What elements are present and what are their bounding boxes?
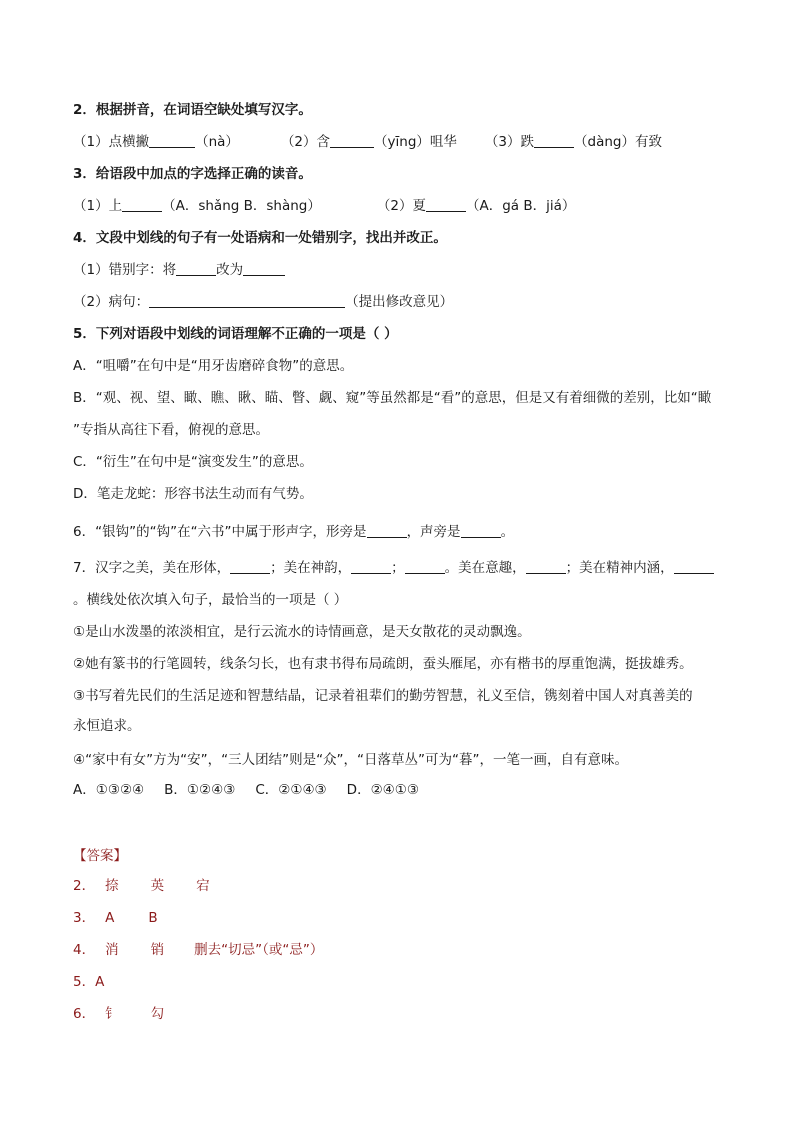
q6-text-a: 6．“银钩”的“钩”在“六书”中属于形声字，形旁是 [73,524,367,540]
q3-blank1[interactable] [122,197,162,212]
q6-blank2[interactable] [461,523,501,538]
q4-sentence-hint: （提出修改意见） [345,294,454,310]
q7-option-a: A．①③②④ [73,782,145,798]
answers-heading: 【答案】 [73,848,127,864]
q4-stem: 4．文段中划线的句子有一处语病和一处错别字，找出并改正。 [73,230,447,246]
q7-blank4[interactable] [526,559,566,574]
q7-option-c: C．②①④③ [255,782,327,798]
q3-item1-prefix: （1）上 [73,198,123,214]
q4-typo-label: （1）错别字：将 [73,262,177,278]
q3-item2-options: （A．gá B．jiá） [465,198,576,214]
answer-4-v3: 删去“切忌”（或“忌”） [194,942,324,958]
answer-5 [73,972,104,992]
q4-line1 [73,260,285,280]
q2-item1-suffix: （nà） [195,134,239,150]
q6-text-b: ，声旁是 [406,524,461,540]
q7-blank3[interactable] [405,559,445,574]
q7-option-d: D．②④①③ [346,782,419,798]
answer-4 [73,940,323,960]
q7-text-c: ； [391,560,405,576]
q5-option-a: A．“咀嚼”在句中是“用牙齿磨碎食物”的意思。 [73,358,354,374]
answer-2-v2: 英 [150,878,165,894]
q7-line1 [73,558,714,578]
q7-sentence-3a: ③书写着先民们的生活足迹和智慧结晶，记录着祖辈们的勤劳智慧，礼义至信，镌刻着中国人对真善美的 [73,688,693,704]
q5-stem: 5．下列对语段中划线的词语理解不正确的一项是（ ） [73,326,398,342]
answer-3-v2: B [148,910,158,926]
q6-text-c: 。 [500,524,515,540]
q7-sentence-4: ④“家中有女”方为“安”，“三人团结”则是“众”，“日落草丛”可为“暮”，一笔一画，自有意味。 [73,752,629,768]
answer-3-num: 3． [73,910,96,926]
answer-3 [73,908,158,928]
q4-sentence-label: （2）病句： [73,294,150,310]
q7-blank1[interactable] [230,559,270,574]
q4-blank-right[interactable] [243,261,285,276]
answer-2-num: 2． [73,878,96,894]
answer-4-v2: 销 [150,942,165,958]
q3-item2-prefix: （2）夏 [376,198,426,214]
answer-6-v1: 钅 [105,1006,119,1022]
q2-item3-suffix: （dàng）有致 [574,134,662,150]
q2-item1-prefix: （1）点横撇 [73,134,150,150]
q6-blank1[interactable] [367,523,407,538]
q3-item1-options: （A．shǎng B．shàng） [162,198,321,214]
q2-stem: 2．根据拼音，在词语空缺处填写汉字。 [73,102,312,118]
answer-6-v2: 勾 [150,1006,165,1022]
q2-item3-prefix: （3）跌 [484,134,534,150]
q7-text-d: 。美在意趣， [444,560,526,576]
answer-5-num: 5． [73,974,96,990]
q7-line2: 。横线处依次填入句子，最恰当的一项是（ ） [73,592,348,608]
q7-sentence-1: ①是山水泼墨的浓淡相宜，是行云流水的诗情画意，是天女散花的灵动飘逸。 [73,624,531,640]
q7-sentence-2: ②她有篆书的行笔圆转，线条匀长，也有隶书得布局疏朗，蚕头雁尾，亦有楷书的厚重饱满，挺拔雄秀。 [73,656,693,672]
q2-item2-prefix: （2）含 [280,134,331,150]
q7-options [73,780,419,800]
q2-blank2[interactable] [330,133,374,148]
q4-blank-wrong[interactable] [176,261,216,276]
q7-text-a: 7．汉字之美，美在形体， [73,560,231,576]
answer-5-v1: A [95,974,105,990]
q7-option-b: B．①②④③ [164,782,236,798]
q2-item2-suffix: （yīng）咀华 [374,134,457,150]
q7-text-b: ；美在神韵， [270,560,352,576]
answer-6-num: 6． [73,1006,96,1022]
q6-line [73,522,514,542]
q3-blank2[interactable] [426,197,466,212]
q5-option-b-line1: B．“观、视、望、瞰、瞧、瞅、瞄、瞥、觑、窥”等虽然都是“看”的意思，但是又有着细微的差别，比如“瞰 [73,390,712,406]
q4-typo-mid: 改为 [216,262,244,278]
q2-items [73,132,662,152]
q7-sentence-3b: 永恒追求。 [73,718,141,734]
q7-blank2[interactable] [351,559,391,574]
q5-option-b-line2: ”专指从高往下看，俯视的意思。 [73,422,269,438]
q3-items [73,196,575,216]
q4-blank-sentence[interactable] [149,293,345,308]
q2-blank1[interactable] [149,133,195,148]
q4-line2 [73,292,453,312]
q3-stem: 3．给语段中加点的字选择正确的读音。 [73,166,312,182]
answer-3-v1: A [105,910,115,926]
q7-text-e: ；美在精神内涵， [565,560,674,576]
q5-option-d: D．笔走龙蛇：形容书法生动而有气势。 [73,486,313,502]
answer-2 [73,876,210,896]
answer-2-v1: 捺 [105,878,119,894]
answer-4-num: 4． [73,942,96,958]
answer-6 [73,1004,164,1024]
answer-4-v1: 消 [105,942,119,958]
q2-blank3[interactable] [534,133,574,148]
q7-blank5[interactable] [674,559,714,574]
q5-option-c: C．“衍生”在句中是“演变发生”的意思。 [73,454,313,470]
answer-2-v3: 宕 [196,878,210,894]
